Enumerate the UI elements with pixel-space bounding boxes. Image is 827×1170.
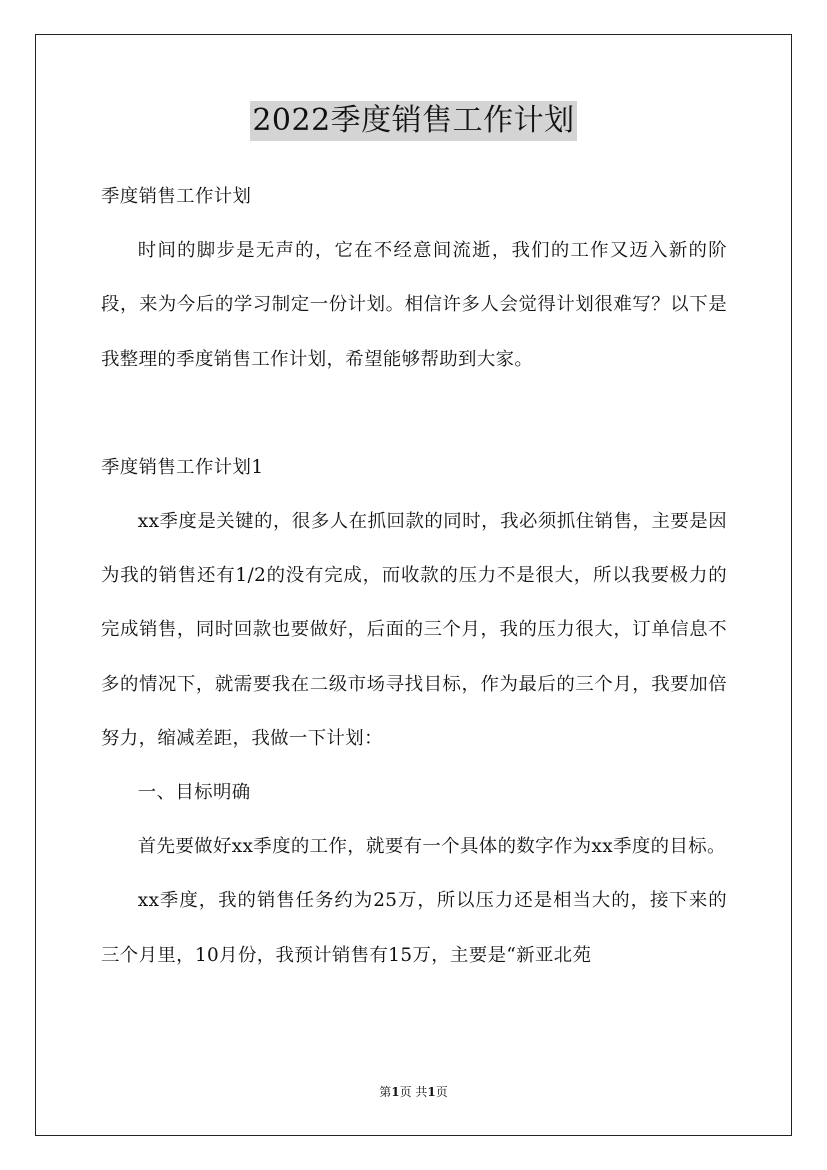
paragraph-spacer — [101, 387, 727, 441]
item-paragraph: xx季度，我的销售任务约为25万，所以压力还是相当大的，接下来的三个月里，10月份，我预计销售有15万，主要是“新亚北苑 — [101, 890, 727, 966]
document-body — [101, 170, 727, 983]
intro-paragraph: 时间的脚步是无声的，它在不经意间流逝，我们的工作又迈入新的阶段，来为今后的学习制定一份计划。相信许多人会觉得计划很难写？以下是我整理的季度销售工作计划，希望能够帮助到大家。 — [101, 240, 727, 370]
section-heading: 季度销售工作计划1 — [101, 456, 264, 478]
section-paragraph: xx季度是关键的，很多人在抓回款的同时，我必须抓住销售，主要是因为我的销售还有1/2的没有完成，而收款的压力不是很大，所以我要极力的完成销售，同时回款也要做好，后面的三个月，我的压力很大，订单信息不多的情况下，就需要我在二级市场寻找目标，作为最后的三个月，我要加倍努力，缩减差距，我做一下计划： — [101, 511, 727, 749]
document-title: 2022季度销售工作计划 — [250, 101, 576, 141]
subtitle: 季度销售工作计划 — [101, 186, 252, 207]
footer-page-total: 1 — [427, 1085, 436, 1099]
title-container — [0, 101, 827, 141]
footer-page-prefix: 第 — [379, 1085, 392, 1099]
footer-page-suffix: 页 — [435, 1085, 448, 1099]
footer-page-mid: 页 共 — [399, 1085, 428, 1099]
footer-page-current: 1 — [391, 1085, 400, 1099]
item-paragraph: 首先要做好xx季度的工作，就要有一个具体的数字作为xx季度的目标。 — [137, 836, 726, 858]
item-heading: 一、目标明确 — [137, 782, 251, 804]
page-footer — [0, 1083, 827, 1101]
